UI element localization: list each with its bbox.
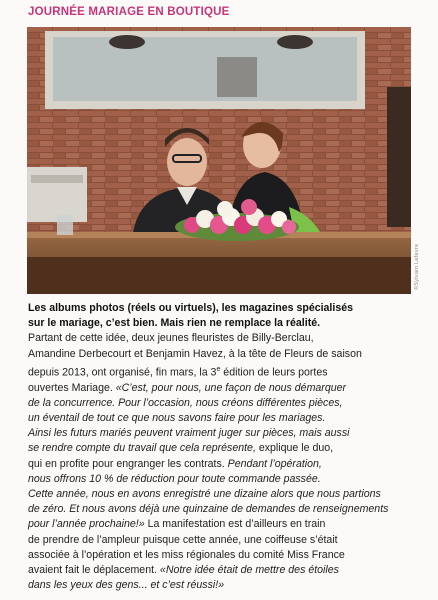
photo-credit: ©Sylvain Lefevre (414, 243, 420, 290)
article-body (28, 301, 420, 593)
text-line: depuis 2013, ont organisé, fin mars, la 3e édition de leurs portes (28, 365, 328, 379)
text-line: de prendre de l’ampleur puisque cette année, une coiffeuse s’était (28, 533, 338, 546)
quote-line: nous offrons 10 % de réduction pour toute commande passée. (28, 472, 321, 485)
text-line: avaient fait le déplacement. «Notre idée était de mettre des étoiles (28, 563, 339, 576)
text-line: Partant de cette idée, deux jeunes fleuristes de Billy-Berclau, (28, 332, 314, 345)
quote-line: un éventail de tout ce que nous savons faire pour les mariages. (28, 411, 326, 424)
photo-florists (27, 27, 411, 294)
text-line: Amandine Derbecourt et Benjamin Havez, à la tête de Fleurs de saison (28, 347, 362, 360)
quote-line: de la concurrence. Pour l’occasion, nous créons différentes pièces, (28, 396, 343, 409)
lead-line: Les albums photos (réels ou virtuels), les magazines spécialisés (28, 302, 353, 314)
text-line: se rendre compte du travail que cela représente, explique le duo, (28, 442, 334, 455)
text-line: pour l’année prochaine!» La manifestation est d’ailleurs en train (28, 518, 326, 531)
text-line: associée à l’opération et les miss régionales du comité Miss France (28, 548, 345, 561)
text-line: qui en profite pour engranger les contrats. Pendant l’opération, (28, 457, 322, 470)
quote-line: Ainsi les futurs mariés peuvent vraiment juger sur pièces, mais aussi (28, 427, 350, 440)
quote-line: Cette année, nous en avons enregistré une dizaine alors que nous partions (28, 487, 381, 500)
quote-line: dans les yeux des gens... et c’est réussi!» (28, 579, 225, 592)
florists-photo-illustration (27, 27, 411, 294)
lead-line: sur le mariage, c’est bien. Mais rien ne remplace la réalité. (28, 317, 321, 330)
text-line: ouvertes Mariage. «C’est, pour nous, une façon de nous démarquer (28, 381, 347, 394)
quote-line: de zéro. Et nous avons déjà une quinzaine de demandes de renseignements (28, 503, 389, 516)
article-paragraph (28, 331, 420, 593)
section-kicker: JOURNÉE MARIAGE EN BOUTIQUE (28, 6, 230, 18)
article-lead (28, 301, 420, 331)
